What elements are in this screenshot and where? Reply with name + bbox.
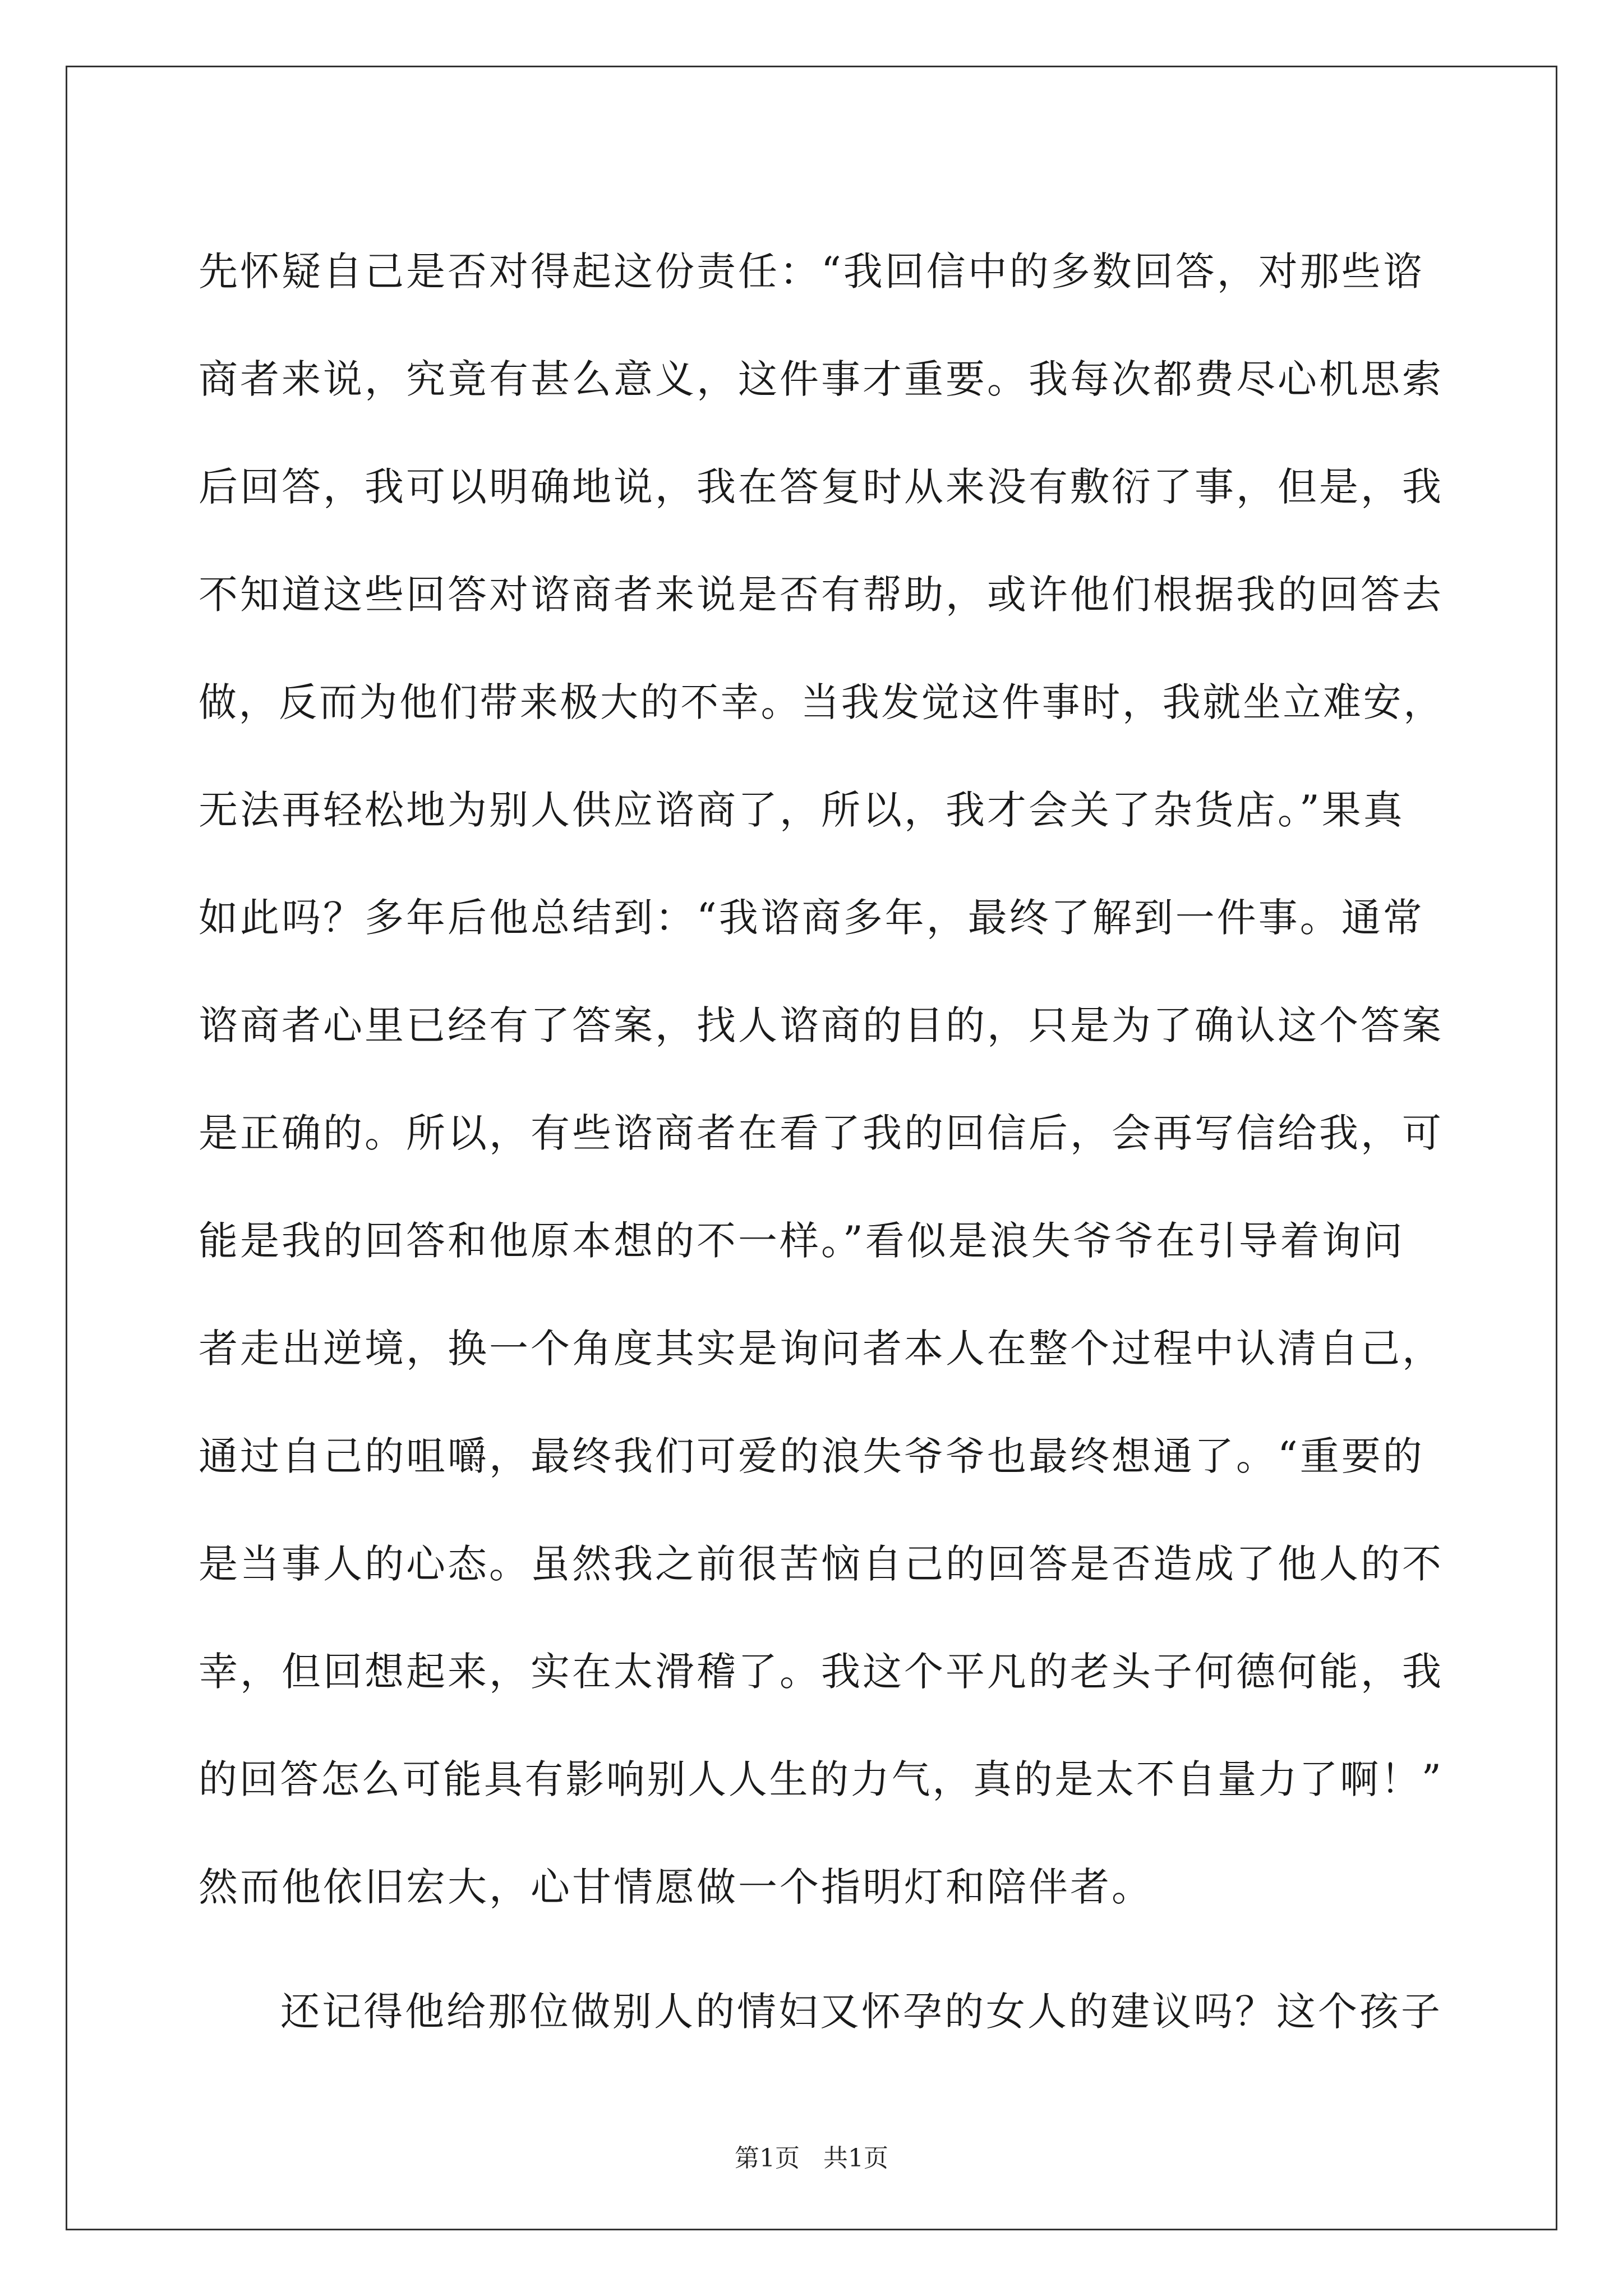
paragraph-gap xyxy=(199,1941,1444,1958)
text-line: 是当事人的心态。虽然我之前很苦恼自己的回答是否造成了他人的不 xyxy=(199,1541,1444,1587)
paragraph-1 xyxy=(199,218,1444,1941)
text-line: 然而他依旧宏大，心甘情愿做一个指明灯和陪伴者。 xyxy=(199,1864,1153,1910)
text-line: 商者来说，究竟有甚么意义，这件事才重要。我每次都费尽心机思索 xyxy=(199,356,1444,402)
text-line: 是正确的。所以，有些谘商者在看了我的回信后，会再写信给我，可 xyxy=(199,1110,1444,1156)
page-footer: 第1页 共1页 xyxy=(735,2144,888,2173)
document-body xyxy=(199,218,1444,2065)
paragraph-2 xyxy=(199,1958,1444,2065)
text-line: 通过自己的咀嚼，最终我们可爱的浪失爷爷也最终想通了。“重要的 xyxy=(199,1433,1424,1479)
text-line: 先怀疑自己是否对得起这份责任：“我回信中的多数回答，对那些谘 xyxy=(199,249,1424,295)
text-line: 能是我的回答和他原本想的不一样。”看似是浪失爷爷在引导着询问 xyxy=(199,1218,1405,1264)
text-line: 还记得他给那位做别人的情妇又怀孕的女人的建议吗？这个孩子 xyxy=(280,1989,1442,2035)
text-line: 谘商者心里已经有了答案，找人谘商的目的，只是为了确认这个答案 xyxy=(199,1002,1444,1048)
text-line: 后回答，我可以明确地说，我在答复时从来没有敷衍了事，但是，我 xyxy=(199,464,1444,510)
text-line: 者走出逆境，换一个角度其实是询问者本人在整个过程中认清自己， xyxy=(199,1326,1444,1372)
text-line: 不知道这些回答对谘商者来说是否有帮助，或许他们根据我的回答去 xyxy=(199,572,1444,618)
text-line: 幸，但回想起来，实在太滑稽了。我这个平凡的老头子何德何能，我 xyxy=(199,1649,1444,1695)
text-line: 如此吗？多年后他总结到：“我谘商多年，最终了解到一件事。通常 xyxy=(199,895,1424,941)
text-line: 做，反而为他们带来极大的不幸。当我发觉这件事时，我就坐立难安， xyxy=(199,679,1444,725)
text-line: 的回答怎么可能具有影响别人人生的力气，真的是太不自量力了啊！” xyxy=(199,1756,1444,1802)
text-line: 无法再轻松地为别人供应谘商了，所以，我才会关了杂货店。”果真 xyxy=(199,787,1405,833)
